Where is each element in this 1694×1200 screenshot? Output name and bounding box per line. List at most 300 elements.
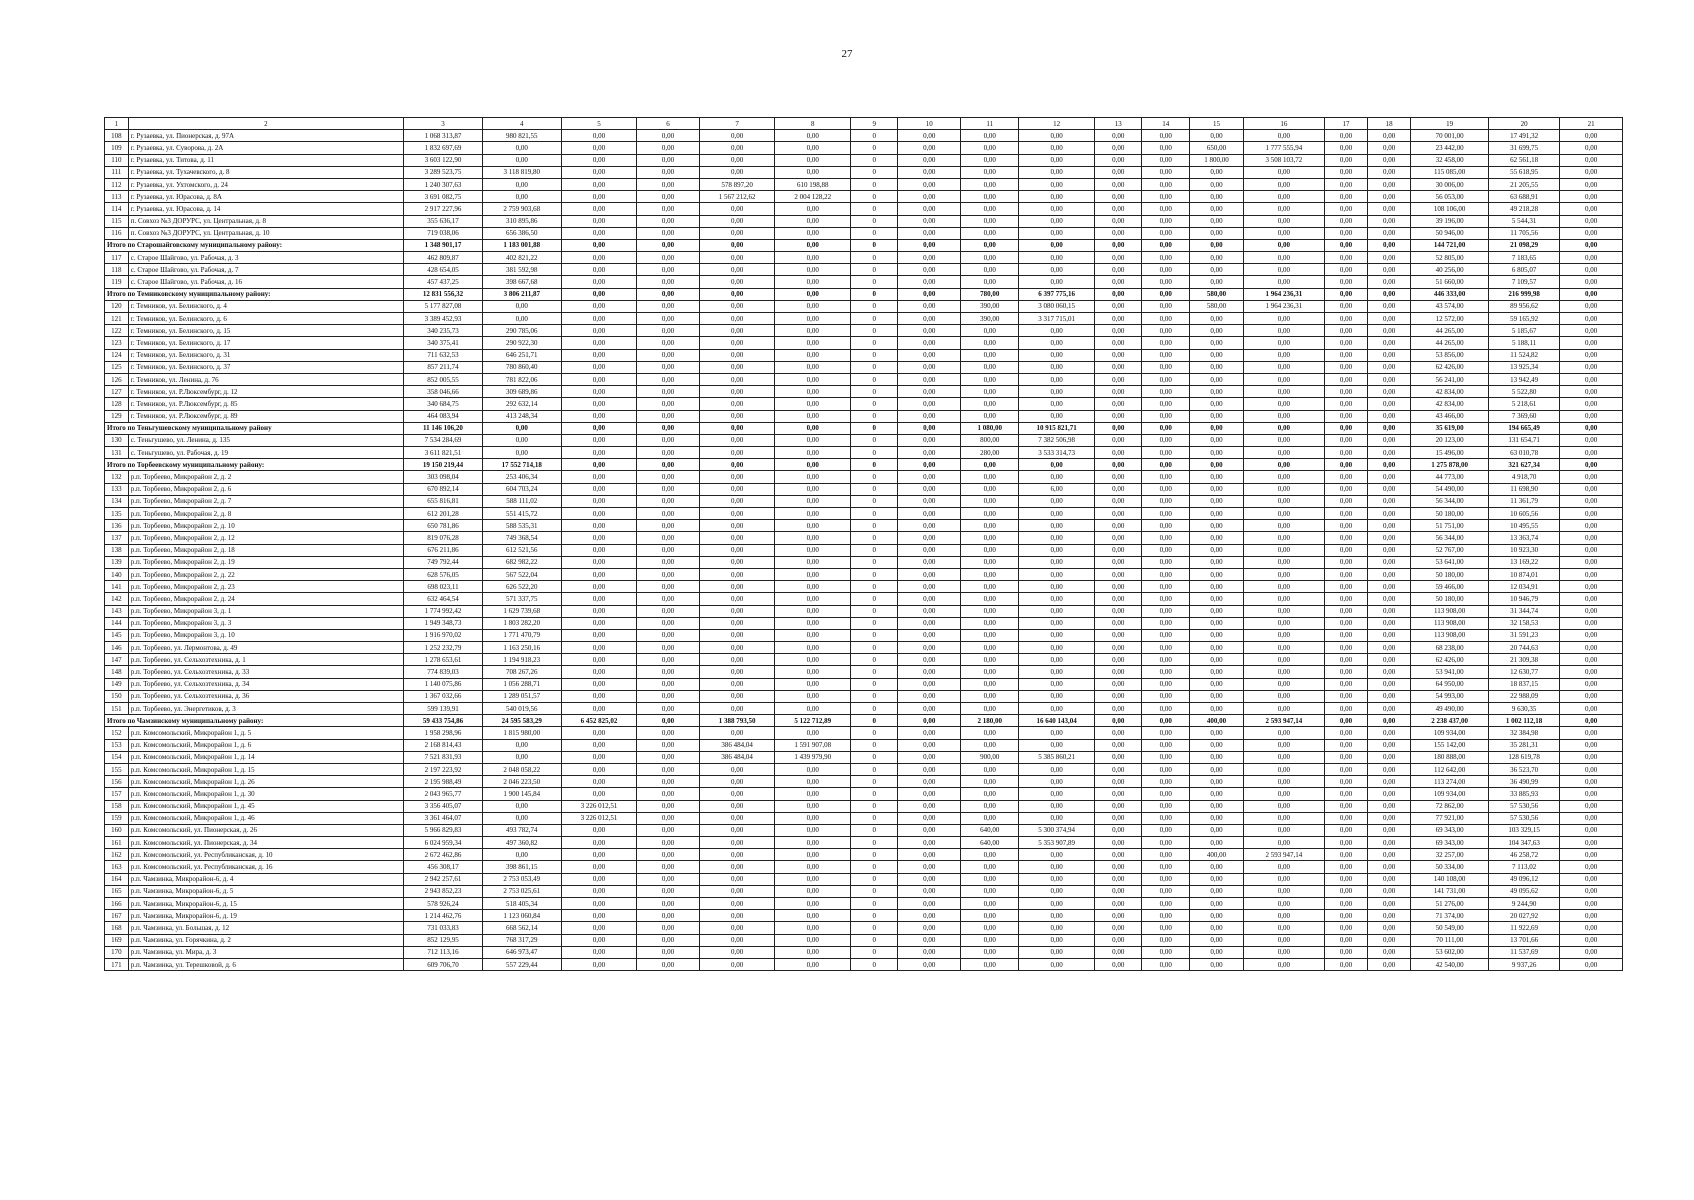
value-cell: 0,00 <box>1243 605 1324 617</box>
value-cell: 446 333,00 <box>1411 288 1489 300</box>
value-cell: 0 <box>850 483 898 495</box>
value-cell: 0,00 <box>561 252 637 264</box>
value-cell: 0,00 <box>561 690 637 702</box>
value-cell: 0,00 <box>561 788 637 800</box>
address-cell: р.п. Комсомольский, Микрорайон 1, д. 46 <box>128 812 403 824</box>
value-cell: 113 908,00 <box>1411 605 1489 617</box>
capital-repair-table <box>104 117 1623 971</box>
value-cell: 0,00 <box>961 544 1019 556</box>
value-cell: 819 076,28 <box>404 532 483 544</box>
value-cell: 0,00 <box>961 410 1019 422</box>
value-cell: 0,00 <box>961 800 1019 812</box>
value-cell: 0,00 <box>1189 837 1243 849</box>
value-cell: 11 922,69 <box>1488 922 1559 934</box>
value-cell: 0,00 <box>1324 288 1367 300</box>
value-cell: 0,00 <box>1094 142 1142 154</box>
value-cell: 0,00 <box>561 483 637 495</box>
value-cell: 0,00 <box>961 739 1019 751</box>
value-cell: 0,00 <box>961 520 1019 532</box>
value-cell: 36 523,70 <box>1488 763 1559 775</box>
value-cell: 0,00 <box>561 520 637 532</box>
value-cell: 0,00 <box>1142 885 1190 897</box>
value-cell: 51 751,00 <box>1411 520 1489 532</box>
value-cell: 0,00 <box>1368 130 1411 142</box>
value-cell: 0,00 <box>898 849 961 861</box>
value-cell: 0,00 <box>1560 142 1623 154</box>
table-row <box>105 313 1623 325</box>
value-cell: 0,00 <box>1142 910 1190 922</box>
value-cell: 0,00 <box>1560 130 1623 142</box>
row-number: 110 <box>105 154 129 166</box>
value-cell: 0,00 <box>1019 544 1095 556</box>
value-cell: 0,00 <box>898 739 961 751</box>
value-cell: 0,00 <box>775 581 851 593</box>
value-cell: 0,00 <box>775 898 851 910</box>
value-cell: 0,00 <box>1019 642 1095 654</box>
value-cell: 0,00 <box>1324 617 1367 629</box>
value-cell: 0,00 <box>775 325 851 337</box>
value-cell: 0,00 <box>1560 958 1623 970</box>
value-cell: 0,00 <box>1189 788 1243 800</box>
value-cell: 0,00 <box>1368 410 1411 422</box>
value-cell: 1 439 979,90 <box>775 751 851 763</box>
value-cell: 10 923,30 <box>1488 544 1559 556</box>
value-cell: 0,00 <box>1560 288 1623 300</box>
value-cell: 0,00 <box>1094 166 1142 178</box>
value-cell: 0,00 <box>561 727 637 739</box>
value-cell: 0,00 <box>1368 727 1411 739</box>
address-cell: р.п. Комсомольский, Микрорайон 1, д. 26 <box>128 776 403 788</box>
address-cell: р.п. Комсомольский, Микрорайон 1, д. 45 <box>128 800 403 812</box>
address-cell: г. Рузаевка, ул. Титова, д. 11 <box>128 154 403 166</box>
value-cell: 355 636,17 <box>404 215 483 227</box>
value-cell: 0,00 <box>1324 130 1367 142</box>
value-cell: 0,00 <box>1243 471 1324 483</box>
value-cell: 0,00 <box>1243 934 1324 946</box>
value-cell: 0,00 <box>961 495 1019 507</box>
value-cell: 144 721,00 <box>1411 239 1489 251</box>
value-cell: 0,00 <box>1094 495 1142 507</box>
value-cell: 2 168 814,43 <box>404 739 483 751</box>
value-cell: 2 753 053,49 <box>482 873 561 885</box>
value-cell: 5 177 827,08 <box>404 300 483 312</box>
value-cell: 49 218,28 <box>1488 203 1559 215</box>
value-cell: 63 688,91 <box>1488 191 1559 203</box>
value-cell: 0 <box>850 422 898 434</box>
value-cell: 0,00 <box>1189 178 1243 190</box>
value-cell: 0,00 <box>637 410 700 422</box>
value-cell: 0,00 <box>1368 666 1411 678</box>
value-cell: 42 540,00 <box>1411 958 1489 970</box>
value-cell: 0 <box>850 532 898 544</box>
value-cell: 0,00 <box>961 934 1019 946</box>
value-cell: 0,00 <box>637 459 700 471</box>
value-cell: 0,00 <box>961 203 1019 215</box>
address-cell: р.п. Чамзинка, Микрорайон-6, д. 5 <box>128 885 403 897</box>
value-cell: 0,00 <box>561 824 637 836</box>
value-cell: 0,00 <box>775 300 851 312</box>
value-cell: 0,00 <box>1142 142 1190 154</box>
table-row <box>105 654 1623 666</box>
value-cell: 0 <box>850 227 898 239</box>
value-cell: 400,00 <box>1189 715 1243 727</box>
value-cell: 0,00 <box>1189 434 1243 446</box>
value-cell: 0,00 <box>1368 386 1411 398</box>
value-cell: 749 368,54 <box>482 532 561 544</box>
value-cell: 0,00 <box>1019 398 1095 410</box>
table-row <box>105 508 1623 520</box>
district-total-row <box>105 459 1623 471</box>
value-cell: 1 240 307,63 <box>404 178 483 190</box>
value-cell: 2 943 852,23 <box>404 885 483 897</box>
value-cell: 0,00 <box>961 178 1019 190</box>
value-cell: 0,00 <box>1094 642 1142 654</box>
value-cell: 0,00 <box>482 300 561 312</box>
value-cell: 0,00 <box>699 666 775 678</box>
value-cell: 0,00 <box>1142 946 1190 958</box>
value-cell: 0,00 <box>898 837 961 849</box>
value-cell: 3 603 122,90 <box>404 154 483 166</box>
value-cell: 0,00 <box>1189 873 1243 885</box>
value-cell: 0,00 <box>637 568 700 580</box>
value-cell: 53 856,00 <box>1411 349 1489 361</box>
value-cell: 0,00 <box>1019 568 1095 580</box>
value-cell: 0,00 <box>1243 824 1324 836</box>
value-cell: 0,00 <box>1243 191 1324 203</box>
value-cell: 0,00 <box>637 142 700 154</box>
value-cell: 0,00 <box>1560 690 1623 702</box>
value-cell: 0,00 <box>1243 593 1324 605</box>
row-number: 140 <box>105 568 129 580</box>
value-cell: 2 004 128,22 <box>775 191 851 203</box>
value-cell: 18 837,15 <box>1488 678 1559 690</box>
value-cell: 0,00 <box>1189 264 1243 276</box>
value-cell: 0,00 <box>1189 447 1243 459</box>
value-cell: 0 <box>850 873 898 885</box>
value-cell: 0,00 <box>561 154 637 166</box>
value-cell: 0,00 <box>775 946 851 958</box>
column-number: 12 <box>1019 118 1095 130</box>
value-cell: 10 874,01 <box>1488 568 1559 580</box>
row-number: 130 <box>105 434 129 446</box>
value-cell: 0,00 <box>1324 678 1367 690</box>
value-cell: 17 552 714,18 <box>482 459 561 471</box>
value-cell: 0,00 <box>1094 800 1142 812</box>
value-cell: 0 <box>850 495 898 507</box>
table-row <box>105 568 1623 580</box>
value-cell: 50 549,00 <box>1411 922 1489 934</box>
address-cell: р.п. Торбеево, Микрорайон 2, д. 23 <box>128 581 403 593</box>
value-cell: 0,00 <box>1094 203 1142 215</box>
value-cell: 0,00 <box>1368 739 1411 751</box>
address-cell: г. Рузаевка, ул. Пионерская, д. 97А <box>128 130 403 142</box>
value-cell: 0,00 <box>1368 946 1411 958</box>
value-cell: 108 106,00 <box>1411 203 1489 215</box>
value-cell: 0,00 <box>637 166 700 178</box>
table-row <box>105 642 1623 654</box>
table-row <box>105 849 1623 861</box>
value-cell: 2 195 988,49 <box>404 776 483 788</box>
value-cell: 0,00 <box>637 849 700 861</box>
value-cell: 428 654,05 <box>404 264 483 276</box>
address-cell: г. Темников, ул. Белинского, д. 6 <box>128 313 403 325</box>
value-cell: 0,00 <box>1094 471 1142 483</box>
value-cell: 0,00 <box>699 800 775 812</box>
table-row <box>105 203 1623 215</box>
value-cell: 70 001,00 <box>1411 130 1489 142</box>
table-row <box>105 922 1623 934</box>
value-cell: 0,00 <box>1243 946 1324 958</box>
value-cell: 0,00 <box>1094 910 1142 922</box>
value-cell: 712 113,16 <box>404 946 483 958</box>
value-cell: 0,00 <box>1243 776 1324 788</box>
value-cell: 0,00 <box>1189 617 1243 629</box>
value-cell: 0,00 <box>1368 849 1411 861</box>
value-cell: 43 466,00 <box>1411 410 1489 422</box>
value-cell: 0,00 <box>637 910 700 922</box>
value-cell: 0,00 <box>1368 800 1411 812</box>
value-cell: 5 353 907,89 <box>1019 837 1095 849</box>
value-cell: 0,00 <box>1142 130 1190 142</box>
value-cell: 0,00 <box>1094 812 1142 824</box>
value-cell: 0,00 <box>898 910 961 922</box>
value-cell: 0,00 <box>1019 361 1095 373</box>
value-cell: 768 317,29 <box>482 934 561 946</box>
value-cell: 16 640 143,04 <box>1019 715 1095 727</box>
value-cell: 0,00 <box>961 922 1019 934</box>
value-cell: 32 384,98 <box>1488 727 1559 739</box>
value-cell: 0,00 <box>1560 178 1623 190</box>
value-cell: 0,00 <box>1019 191 1095 203</box>
value-cell: 0,00 <box>775 422 851 434</box>
value-cell: 0,00 <box>1324 264 1367 276</box>
value-cell: 0,00 <box>898 483 961 495</box>
value-cell: 0,00 <box>1094 459 1142 471</box>
value-cell: 0,00 <box>1142 239 1190 251</box>
value-cell: 20 744,63 <box>1488 642 1559 654</box>
value-cell: 0,00 <box>1094 568 1142 580</box>
value-cell: 0,00 <box>1243 690 1324 702</box>
value-cell: 0,00 <box>1019 337 1095 349</box>
value-cell: 0,00 <box>898 690 961 702</box>
value-cell: 0,00 <box>898 300 961 312</box>
value-cell: 0,00 <box>1243 361 1324 373</box>
value-cell: 0,00 <box>1142 337 1190 349</box>
value-cell: 0,00 <box>1560 727 1623 739</box>
value-cell: 0,00 <box>1019 166 1095 178</box>
value-cell: 0,00 <box>1189 191 1243 203</box>
value-cell: 0,00 <box>637 227 700 239</box>
address-cell: р.п. Торбеево, Микрорайон 2, д. 24 <box>128 593 403 605</box>
value-cell: 0,00 <box>898 264 961 276</box>
value-cell: 0,00 <box>561 434 637 446</box>
table-body <box>105 118 1623 971</box>
value-cell: 0,00 <box>1094 154 1142 166</box>
value-cell: 900,00 <box>961 751 1019 763</box>
value-cell: 398 861,15 <box>482 861 561 873</box>
value-cell: 0,00 <box>1368 654 1411 666</box>
value-cell: 0,00 <box>1560 434 1623 446</box>
value-cell: 0,00 <box>1243 239 1324 251</box>
value-cell: 2 593 947,14 <box>1243 849 1324 861</box>
value-cell: 0,00 <box>482 422 561 434</box>
address-cell: р.п. Комсомольский, Микрорайон 1, д. 5 <box>128 727 403 739</box>
value-cell: 0,00 <box>1324 556 1367 568</box>
value-cell: 0,00 <box>1142 191 1190 203</box>
value-cell: 0,00 <box>1324 812 1367 824</box>
value-cell: 0,00 <box>961 703 1019 715</box>
value-cell: 0,00 <box>1368 873 1411 885</box>
value-cell: 0,00 <box>1094 520 1142 532</box>
value-cell: 0,00 <box>1243 337 1324 349</box>
value-cell: 0,00 <box>1189 605 1243 617</box>
value-cell: 113 908,00 <box>1411 629 1489 641</box>
value-cell: 0 <box>850 788 898 800</box>
value-cell: 0,00 <box>1142 898 1190 910</box>
value-cell: 0,00 <box>1189 483 1243 495</box>
table-row <box>105 763 1623 775</box>
value-cell: 2 238 437,00 <box>1411 715 1489 727</box>
value-cell: 0,00 <box>561 703 637 715</box>
value-cell: 0 <box>850 361 898 373</box>
value-cell: 0,00 <box>961 471 1019 483</box>
value-cell: 0,00 <box>775 556 851 568</box>
value-cell: 0,00 <box>1094 447 1142 459</box>
value-cell: 55 618,95 <box>1488 166 1559 178</box>
value-cell: 640,00 <box>961 824 1019 836</box>
table-row <box>105 898 1623 910</box>
value-cell: 0,00 <box>637 922 700 934</box>
value-cell: 131 654,71 <box>1488 434 1559 446</box>
value-cell: 0,00 <box>561 532 637 544</box>
value-cell: 0,00 <box>1094 763 1142 775</box>
value-cell: 0,00 <box>699 142 775 154</box>
value-cell: 0,00 <box>961 776 1019 788</box>
value-cell: 0,00 <box>775 252 851 264</box>
value-cell: 0,00 <box>1189 325 1243 337</box>
value-cell: 0 <box>850 215 898 227</box>
value-cell: 0,00 <box>699 958 775 970</box>
value-cell: 0,00 <box>699 276 775 288</box>
value-cell: 0,00 <box>637 934 700 946</box>
value-cell: 1 214 462,76 <box>404 910 483 922</box>
value-cell: 0,00 <box>775 800 851 812</box>
value-cell: 0,00 <box>1560 812 1623 824</box>
value-cell: 290 785,06 <box>482 325 561 337</box>
value-cell: 0,00 <box>1243 130 1324 142</box>
value-cell: 1 567 212,62 <box>699 191 775 203</box>
value-cell: 30 006,00 <box>1411 178 1489 190</box>
value-cell: 3 226 012,51 <box>561 800 637 812</box>
value-cell: 0,00 <box>1324 544 1367 556</box>
value-cell: 0,00 <box>1324 763 1367 775</box>
value-cell: 0,00 <box>1368 178 1411 190</box>
row-number: 136 <box>105 520 129 532</box>
value-cell: 1 958 298,96 <box>404 727 483 739</box>
value-cell: 0,00 <box>699 264 775 276</box>
value-cell: 0,00 <box>898 349 961 361</box>
value-cell: 852 129,95 <box>404 934 483 946</box>
value-cell: 0,00 <box>561 227 637 239</box>
value-cell: 0,00 <box>637 861 700 873</box>
value-cell: 0,00 <box>1368 300 1411 312</box>
value-cell: 0,00 <box>637 898 700 910</box>
value-cell: 0,00 <box>1189 313 1243 325</box>
value-cell: 0 <box>850 678 898 690</box>
value-cell: 0,00 <box>1243 508 1324 520</box>
value-cell: 0,00 <box>561 593 637 605</box>
value-cell: 7 109,57 <box>1488 276 1559 288</box>
value-cell: 610 198,88 <box>775 178 851 190</box>
value-cell: 0,00 <box>1324 751 1367 763</box>
value-cell: 493 782,74 <box>482 824 561 836</box>
value-cell: 3 508 103,72 <box>1243 154 1324 166</box>
value-cell: 0,00 <box>699 203 775 215</box>
value-cell: 0,00 <box>775 544 851 556</box>
value-cell: 0,00 <box>775 349 851 361</box>
row-number: 142 <box>105 593 129 605</box>
row-number: 117 <box>105 252 129 264</box>
value-cell: 0,00 <box>1142 861 1190 873</box>
value-cell: 0,00 <box>1019 800 1095 812</box>
value-cell: 0,00 <box>561 422 637 434</box>
value-cell: 0,00 <box>1560 885 1623 897</box>
value-cell: 0,00 <box>1142 812 1190 824</box>
value-cell: 0,00 <box>1189 532 1243 544</box>
row-number: 123 <box>105 337 129 349</box>
value-cell: 321 627,34 <box>1488 459 1559 471</box>
value-cell: 0,00 <box>1324 178 1367 190</box>
value-cell: 77 921,00 <box>1411 812 1489 824</box>
value-cell: 0,00 <box>1243 203 1324 215</box>
value-cell: 0,00 <box>1142 325 1190 337</box>
value-cell: 0,00 <box>1142 556 1190 568</box>
value-cell: 44 265,00 <box>1411 325 1489 337</box>
address-cell: г. Темников, ул. Белинского, д. 37 <box>128 361 403 373</box>
table-row <box>105 776 1623 788</box>
value-cell: 0,00 <box>561 568 637 580</box>
value-cell: 0,00 <box>1142 532 1190 544</box>
value-cell: 0,00 <box>699 922 775 934</box>
table-row <box>105 154 1623 166</box>
value-cell: 0,00 <box>1560 386 1623 398</box>
row-number: 131 <box>105 447 129 459</box>
value-cell: 0 <box>850 544 898 556</box>
address-cell: р.п. Торбеево, ул. Сельхозтехника, д. 33 <box>128 666 403 678</box>
table-row <box>105 495 1623 507</box>
value-cell: 0,00 <box>1324 922 1367 934</box>
value-cell: 0,00 <box>961 276 1019 288</box>
value-cell: 0,00 <box>775 410 851 422</box>
value-cell: 0,00 <box>775 398 851 410</box>
value-cell: 0,00 <box>775 508 851 520</box>
value-cell: 612 201,28 <box>404 508 483 520</box>
row-number: 166 <box>105 898 129 910</box>
row-number: 148 <box>105 666 129 678</box>
value-cell: 0,00 <box>898 471 961 483</box>
value-cell: 52 805,00 <box>1411 252 1489 264</box>
table-row <box>105 471 1623 483</box>
address-cell: с. Старое Шайгово, ул. Рабочая, д. 16 <box>128 276 403 288</box>
value-cell: 0,00 <box>1094 556 1142 568</box>
value-cell: 0,00 <box>1560 763 1623 775</box>
value-cell: 0,00 <box>1324 166 1367 178</box>
value-cell: 0,00 <box>1324 958 1367 970</box>
value-cell: 0 <box>850 715 898 727</box>
value-cell: 0,00 <box>1368 508 1411 520</box>
value-cell: 0,00 <box>637 581 700 593</box>
value-cell: 0,00 <box>637 556 700 568</box>
